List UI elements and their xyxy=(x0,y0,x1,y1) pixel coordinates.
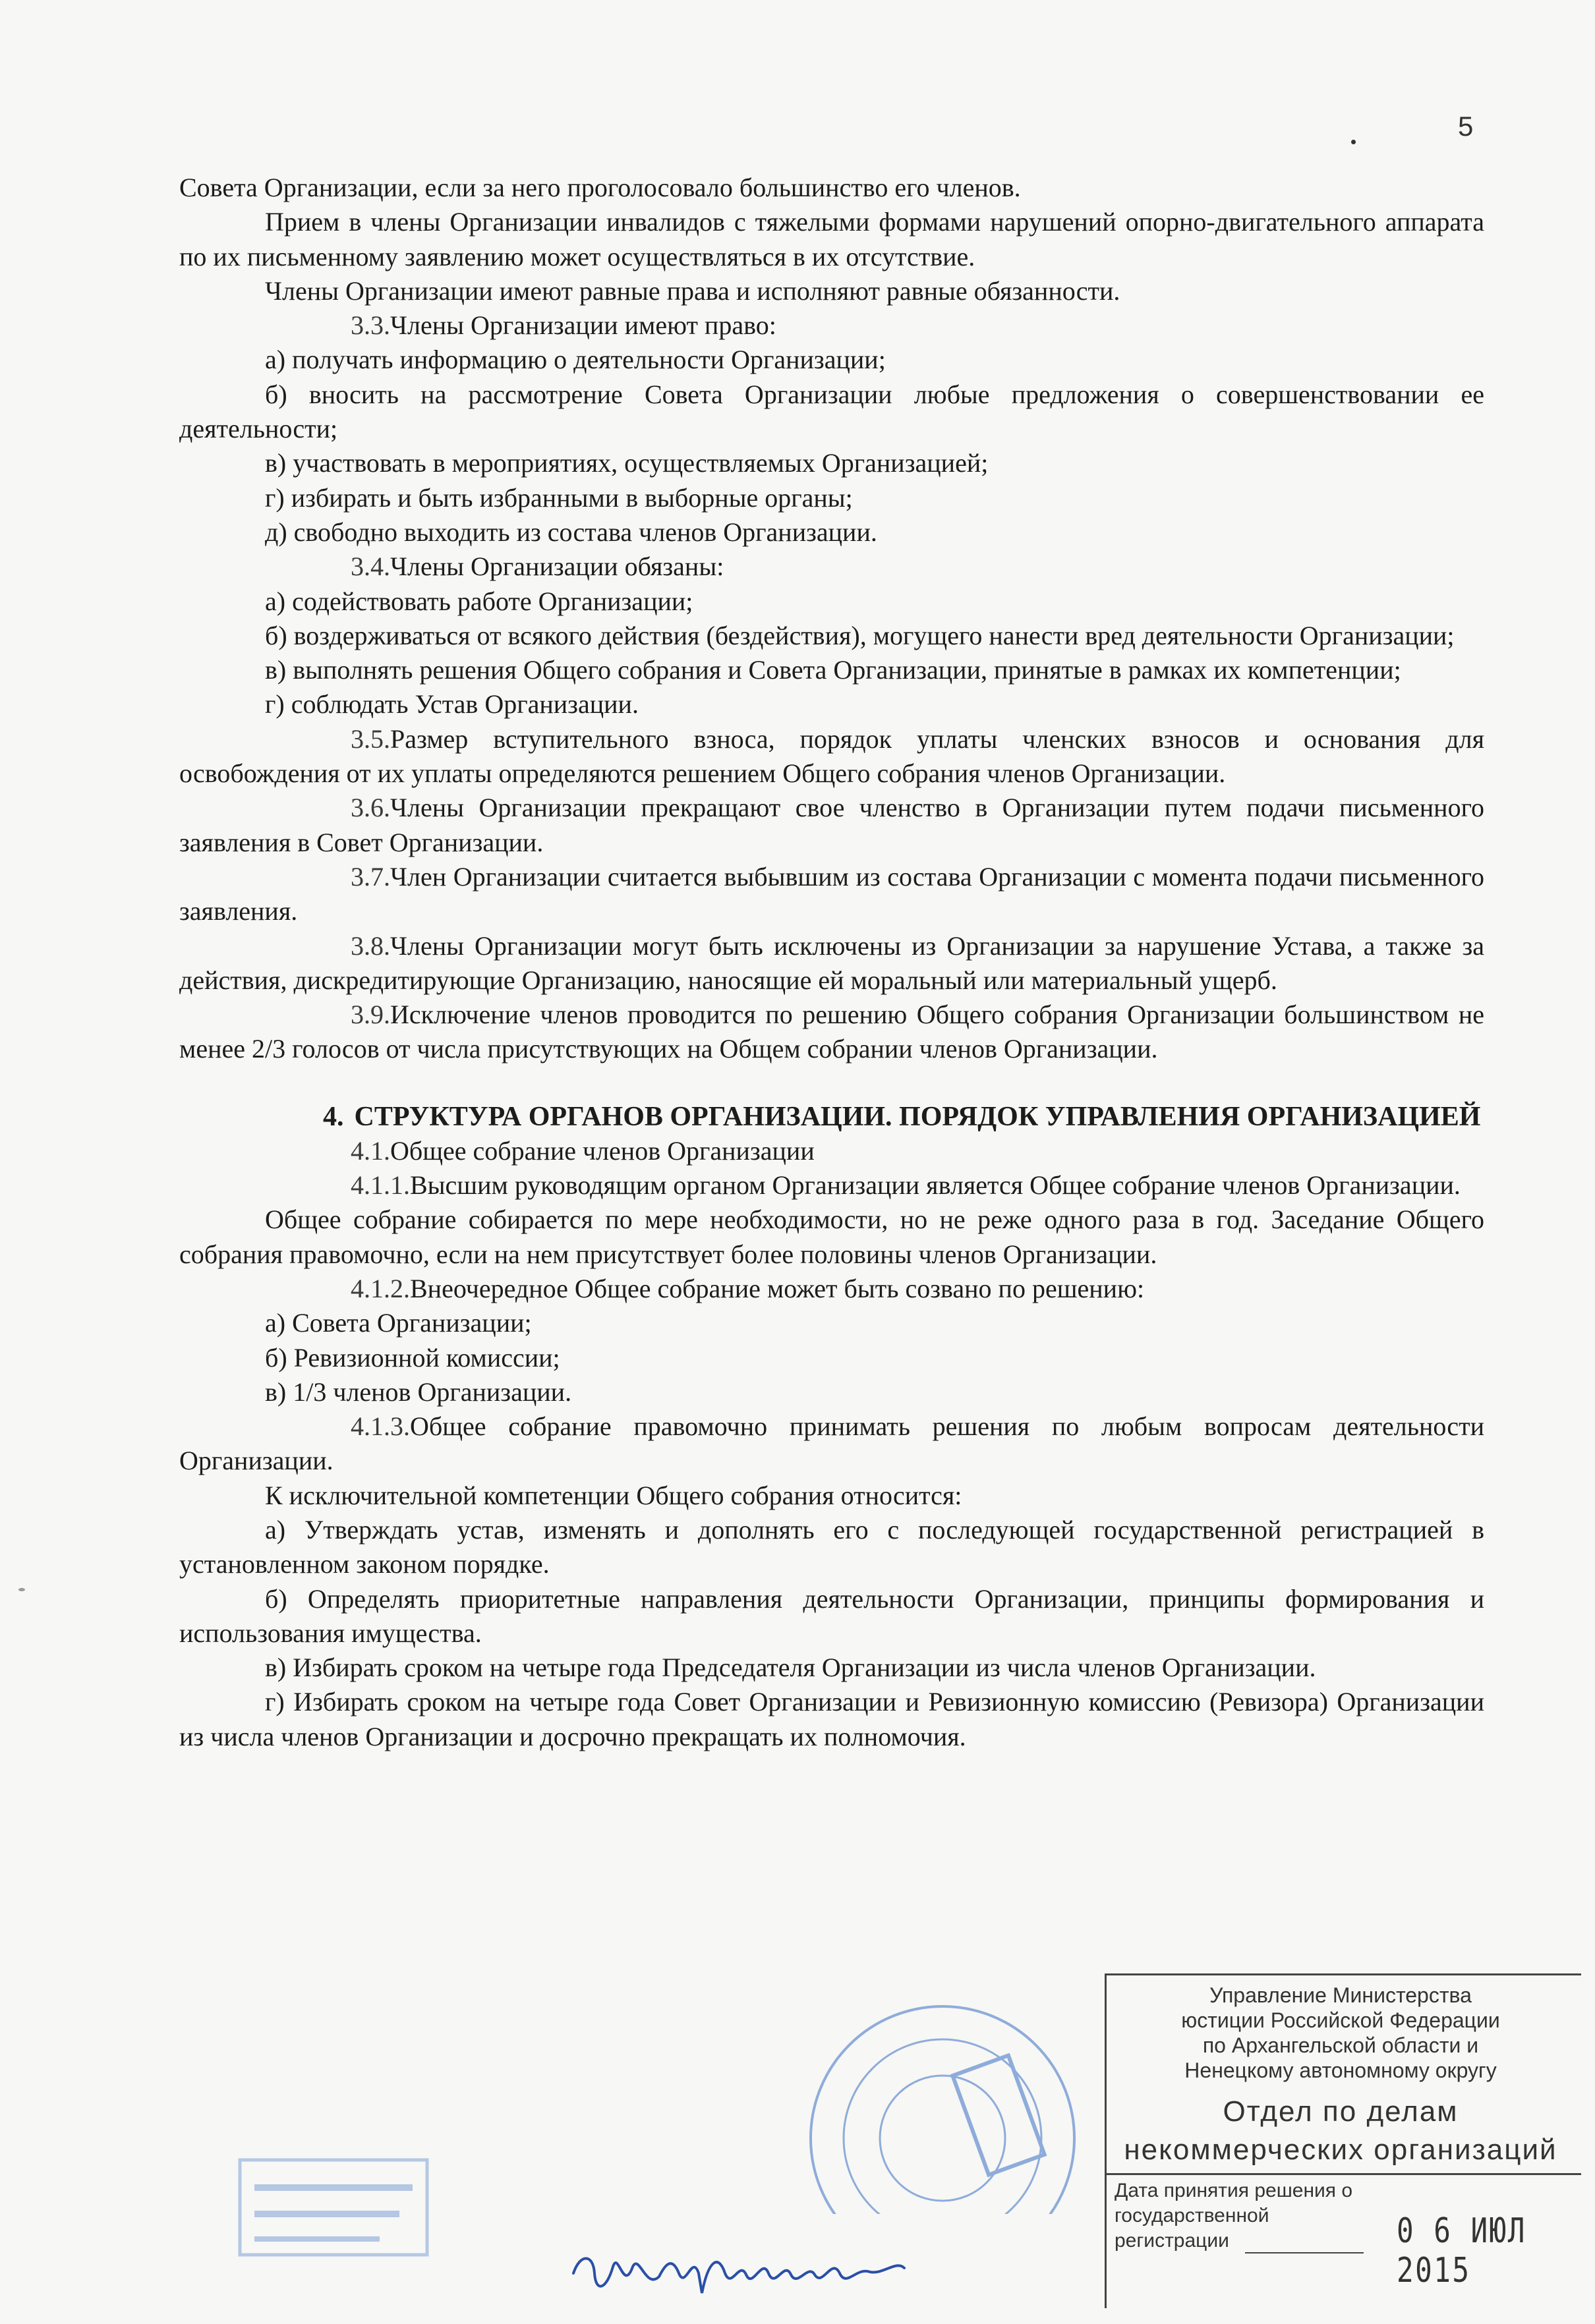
paragraph xyxy=(179,378,1484,447)
paragraph-text: г) избирать и быть избранными в выборные органы; xyxy=(265,482,853,513)
stamp-department: некоммерческих организаций xyxy=(1124,2134,1557,2166)
stamp-divider xyxy=(1107,2173,1581,2175)
clause-number: 3.9. xyxy=(351,1000,390,1030)
registration-date: 0 6 ИЮЛ 2015 xyxy=(1397,2211,1526,2290)
paragraph-text: б) Ревизионной комиссии; xyxy=(265,1342,560,1373)
paragraph-text: К исключительной компетенции Общего собрания относится: xyxy=(265,1480,962,1510)
paragraph-text: в) Избирать сроком на четыре года Председателя Организации из числа членов Организации. xyxy=(265,1653,1316,1683)
paragraph xyxy=(179,653,1484,687)
scan-speck xyxy=(18,1588,25,1591)
stamp-label: государственной xyxy=(1115,2205,1269,2226)
clause-number: 3.7. xyxy=(351,861,390,892)
section-title: СТРУКТУРА ОРГАНОВ ОРГАНИЗАЦИИ. ПОРЯДОК УПРАВЛЕНИЯ ОРГАНИЗАЦИЕЙ xyxy=(354,1101,1481,1132)
section-heading xyxy=(179,1100,1484,1134)
paragraph-text: г) Избирать сроком на четыре года Совет Организации и Ревизионную комиссию (Ревизора) Организации из числа членов Организации и досрочно прекращать их полномочия. xyxy=(179,1687,1484,1751)
stamp-line: Управление Министерства xyxy=(1209,1983,1472,2007)
stamp-line: юстиции Российской Федерации xyxy=(1181,2008,1500,2032)
paragraph-text: а) получать информацию о деятельности Организации; xyxy=(265,345,886,375)
paragraph-text: Прием в члены Организации инвалидов с тяжелыми формами нарушений опорно-двигательного аппарата по их письменному заявлению может осуществляться в их отсутствие. xyxy=(179,207,1484,271)
paragraph-text: Размер вступительного взноса, порядок уплаты членских взносов и основания для освобождения от их уплаты определяются решением Общего собрания членов Организации. xyxy=(179,723,1484,789)
stamp-line: по Архангельской области и xyxy=(1202,2033,1479,2057)
paragraph-list xyxy=(179,171,1484,1067)
paragraph xyxy=(179,791,1484,860)
paragraph-text: б) Определять приоритетные направления деятельности Организации, принципы формирования и использования имущества. xyxy=(179,1583,1484,1648)
paragraph xyxy=(179,1479,1484,1513)
paragraph-text: Члены Организации имеют равные права и исполняют равные обязанности. xyxy=(265,275,1120,306)
paragraph-text: Внеочередное Общее собрание может быть созвано по решению: xyxy=(410,1273,1145,1303)
paragraph-text: а) содействовать работе Организации; xyxy=(265,586,693,616)
paragraph xyxy=(179,1341,1484,1375)
paragraph-text: Члены Организации могут быть исключены из Организации за нарушение Устава, а также за действия, дискредитирующие Организацию, наносящие ей моральный или материальный ущерб. xyxy=(179,930,1484,995)
paragraph xyxy=(179,1582,1484,1651)
paragraph xyxy=(179,1409,1484,1479)
clause-number: 3.5. xyxy=(351,723,390,754)
clause-number: 4.1. xyxy=(351,1135,390,1166)
paragraph xyxy=(179,619,1484,653)
clause-number: 4.1.1. xyxy=(351,1170,410,1201)
paragraph xyxy=(179,722,1484,791)
paragraph xyxy=(179,343,1484,377)
stamp-label: регистрации xyxy=(1115,2230,1229,2252)
paragraph-text: г) соблюдать Устав Организации. xyxy=(265,689,639,720)
paragraph xyxy=(179,1203,1484,1272)
paragraph-text: в) 1/3 членов Организации. xyxy=(265,1376,572,1407)
scan-speck xyxy=(1351,140,1356,144)
stamp-line: Ненецкому автономному округу xyxy=(1184,2058,1497,2082)
paragraph xyxy=(179,481,1484,515)
clause-number: 3.8. xyxy=(351,930,390,961)
paragraph xyxy=(179,550,1484,584)
paragraph-text: Совета Организации, если за него проголосовало большинство его членов. xyxy=(179,173,1021,202)
paragraph-text: Общее собрание собирается по мере необходимости, но не реже одного раза в год. Заседание Общего собрания правомочно, если на нем присутствует более половины членов Организации. xyxy=(179,1205,1484,1269)
paragraph xyxy=(179,274,1484,308)
paragraph-text: Высшим руководящим органом Организации является Общее собрание членов Организации. xyxy=(410,1170,1461,1201)
paragraph-text: Члены Организации имеют право: xyxy=(390,310,776,341)
page-number: 5 xyxy=(1458,111,1474,142)
paragraph xyxy=(179,205,1484,274)
stamp-underline xyxy=(1245,2252,1364,2253)
paragraph xyxy=(179,1306,1484,1340)
paragraph-text: д) свободно выходить из состава членов Организации. xyxy=(265,517,877,547)
paragraph-text: Члены Организации прекращают свое членство в Организации путем подачи письменного заявления в Совет Организации. xyxy=(179,793,1484,857)
paragraph-text: а) Совета Организации; xyxy=(265,1308,532,1338)
paragraph xyxy=(179,1272,1484,1306)
clause-number: 4.1.2. xyxy=(351,1273,410,1303)
paragraph xyxy=(179,171,1484,205)
stamp-department: Отдел по делам xyxy=(1223,2095,1459,2128)
clause-number: 3.6. xyxy=(351,793,390,823)
paragraph xyxy=(179,308,1484,343)
paragraph xyxy=(179,446,1484,480)
paragraph-text: б) воздерживаться от всякого действия (бездействия), могущего нанести вред деятельности Организации; xyxy=(265,620,1455,650)
paragraph-text: а) Утверждать устав, изменять и дополнять его с последующей государственной регистрацией в установленном законом порядке. xyxy=(179,1514,1484,1579)
paragraph xyxy=(179,515,1484,550)
clause-number: 3.4. xyxy=(351,552,390,582)
paragraph-text: Общее собрание правомочно принимать решения по любым вопросам деятельности Организации. xyxy=(179,1411,1484,1476)
clause-number: 3.3. xyxy=(351,310,390,341)
document-body xyxy=(179,171,1484,1754)
paragraph xyxy=(179,1685,1484,1754)
paragraph xyxy=(179,998,1484,1067)
stamp-label: Дата принятия решения о xyxy=(1115,2180,1353,2201)
paragraph xyxy=(179,1513,1484,1582)
section-paragraph-list xyxy=(179,1134,1484,1754)
clause-number: 4.1.3. xyxy=(351,1411,410,1442)
organization-round-stamp xyxy=(791,1983,1101,2214)
paragraph xyxy=(179,860,1484,929)
section-number: 4. xyxy=(323,1101,344,1132)
paragraph-text: в) участвовать в мероприятиях, осуществляемых Организацией; xyxy=(265,448,989,478)
paragraph-text: Члены Организации обязаны: xyxy=(390,552,724,582)
paragraph-text: Член Организации считается выбывшим из состава Организации с момента подачи письменного заявления. xyxy=(179,861,1484,926)
registration-stamp xyxy=(1105,1973,1581,2308)
square-stamp xyxy=(235,2155,432,2260)
paragraph xyxy=(179,687,1484,722)
paragraph-text: в) выполнять решения Общего собрания и Совета Организации, принятые в рамках их компетенции; xyxy=(265,655,1401,685)
paragraph xyxy=(179,1168,1484,1203)
paragraph xyxy=(179,1375,1484,1409)
paragraph xyxy=(179,1651,1484,1685)
paragraph xyxy=(179,1134,1484,1168)
paragraph xyxy=(179,929,1484,998)
paragraph-text: Общее собрание членов Организации xyxy=(390,1135,815,1166)
paragraph-text: Исключение членов проводится по решению Общего собрания Организации большинством не менее 2/3 голосов от числа присутствующих на Общем собрании членов Организации. xyxy=(179,1000,1484,1064)
paragraph xyxy=(179,584,1484,619)
handwritten-signature xyxy=(567,2227,910,2313)
paragraph-text: б) вносить на рассмотрение Совета Организации любые предложения о совершенствовании ее деятельности; xyxy=(179,379,1484,444)
